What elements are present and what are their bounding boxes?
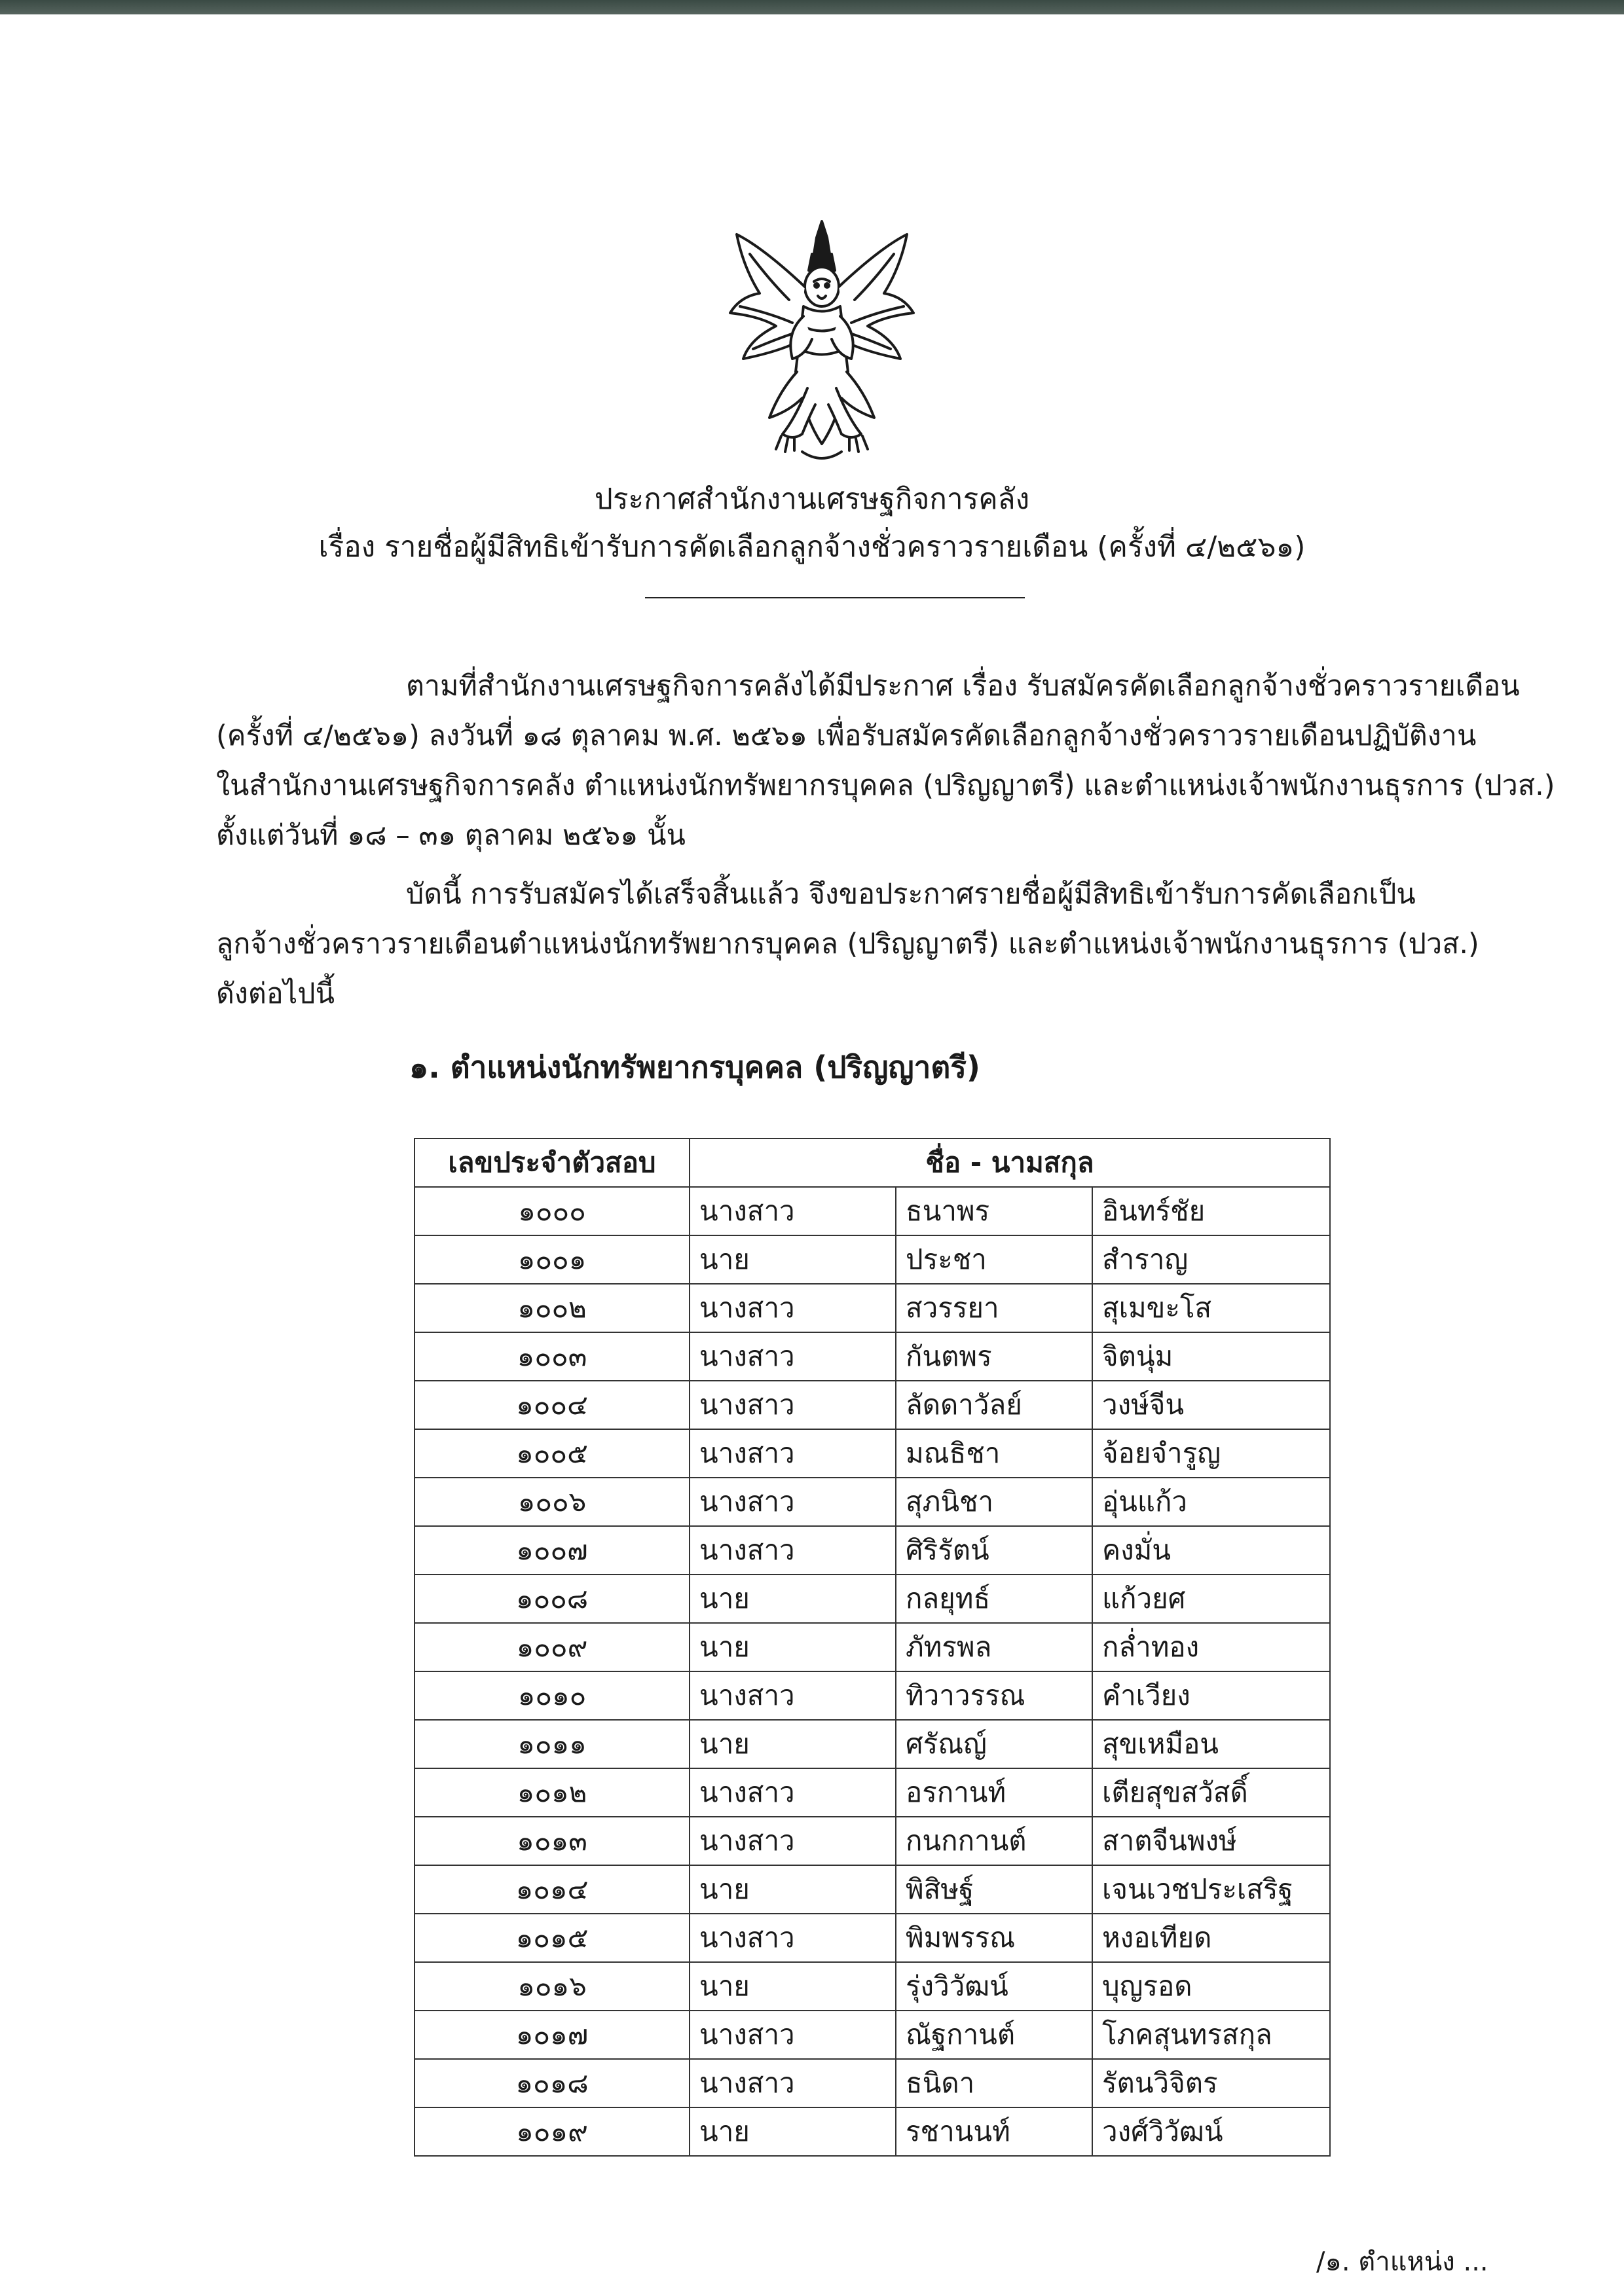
- first-name-cell: กันตพร: [896, 1332, 1092, 1381]
- table-row: [415, 1478, 1330, 1526]
- last-name-cell: รัตนวิจิตร: [1092, 2059, 1330, 2107]
- last-name-cell: บุญรอด: [1092, 1962, 1330, 2011]
- table-row: [415, 1575, 1330, 1623]
- section-heading: ๑. ตำแหน่งนักทรัพยากรบุคคล (ปริญญาตรี): [409, 1049, 980, 1085]
- header-exam-id: เลขประจำตัวสอบ: [415, 1139, 690, 1187]
- first-name-cell: ณัฐกานต์: [896, 2011, 1092, 2059]
- last-name-cell: วงศ์วิวัฒน์: [1092, 2107, 1330, 2156]
- first-name-cell: ศิริรัตน์: [896, 1526, 1092, 1575]
- table-row: [415, 2011, 1330, 2059]
- last-name-cell: วงษ์จีน: [1092, 1381, 1330, 1429]
- paragraph-line: ลูกจ้างชั่วคราวรายเดือนตำแหน่งนักทรัพยากรบุคคล (ปริญญาตรี) และตำแหน่งเจ้าพนักงานธุรการ (ปวส.): [216, 928, 1479, 960]
- table-row: [415, 1865, 1330, 1914]
- last-name-cell: กล่ำทอง: [1092, 1623, 1330, 1671]
- paragraph-line: ตามที่สำนักงานเศรษฐกิจการคลังได้มีประกาศ เรื่อง รับสมัครคัดเลือกลูกจ้างชั่วคราวรายเดือน: [406, 670, 1520, 702]
- last-name-cell: สุขเหมือน: [1092, 1720, 1330, 1768]
- garuda-emblem-icon: [724, 208, 920, 470]
- first-name-cell: ภัทรพล: [896, 1623, 1092, 1671]
- title-cell: นาย: [690, 1623, 896, 1671]
- title-divider: [645, 597, 1025, 598]
- first-name-cell: ธนาพร: [896, 1187, 1092, 1235]
- table-row: [415, 1768, 1330, 1817]
- exam-id-cell: ๑๐๐๑: [415, 1235, 690, 1284]
- title-cell: นาย: [690, 1720, 896, 1768]
- last-name-cell: สุเมขะโส: [1092, 1284, 1330, 1332]
- title-cell: นางสาว: [690, 1381, 896, 1429]
- table-row: [415, 1235, 1330, 1284]
- table-row: [415, 1526, 1330, 1575]
- exam-id-cell: ๑๐๐๘: [415, 1575, 690, 1623]
- title-cell: นางสาว: [690, 1914, 896, 1962]
- first-name-cell: ลัดดาวัลย์: [896, 1381, 1092, 1429]
- title-cell: นางสาว: [690, 1187, 896, 1235]
- title-cell: นางสาว: [690, 2059, 896, 2107]
- first-name-cell: ธนิดา: [896, 2059, 1092, 2107]
- table-header-row: [415, 1139, 1330, 1187]
- title-cell: นางสาว: [690, 1768, 896, 1817]
- title-cell: นาย: [690, 1865, 896, 1914]
- first-name-cell: รุ่งวิวัฒน์: [896, 1962, 1092, 2011]
- last-name-cell: สาตจีนพงษ์: [1092, 1817, 1330, 1865]
- exam-id-cell: ๑๐๑๓: [415, 1817, 690, 1865]
- title-cell: นาย: [690, 2107, 896, 2156]
- title-cell: นางสาว: [690, 1478, 896, 1526]
- title-cell: นางสาว: [690, 1526, 896, 1575]
- candidate-table: [414, 1138, 1331, 2157]
- first-name-cell: มณธิชา: [896, 1429, 1092, 1478]
- last-name-cell: หงอเทียด: [1092, 1914, 1330, 1962]
- exam-id-cell: ๑๐๐๒: [415, 1284, 690, 1332]
- last-name-cell: จิตนุ่ม: [1092, 1332, 1330, 1381]
- exam-id-cell: ๑๐๑๘: [415, 2059, 690, 2107]
- title-cell: นางสาว: [690, 2011, 896, 2059]
- first-name-cell: ประชา: [896, 1235, 1092, 1284]
- table-row: [415, 1284, 1330, 1332]
- table-row: [415, 2059, 1330, 2107]
- last-name-cell: สำราญ: [1092, 1235, 1330, 1284]
- exam-id-cell: ๑๐๐๔: [415, 1381, 690, 1429]
- last-name-cell: แก้วยศ: [1092, 1575, 1330, 1623]
- last-name-cell: เจนเวชประเสริฐ: [1092, 1865, 1330, 1914]
- first-name-cell: กนกกานต์: [896, 1817, 1092, 1865]
- exam-id-cell: ๑๐๑๗: [415, 2011, 690, 2059]
- exam-id-cell: ๑๐๑๐: [415, 1671, 690, 1720]
- title-cell: นางสาว: [690, 1284, 896, 1332]
- exam-id-cell: ๑๐๑๖: [415, 1962, 690, 2011]
- announcement-subject: เรื่อง รายชื่อผู้มีสิทธิเข้ารับการคัดเลือกลูกจ้างชั่วคราวรายเดือน (ครั้งที่ ๔/๒๕๖๑): [318, 530, 1306, 564]
- first-name-cell: พิมพรรณ: [896, 1914, 1092, 1962]
- paragraph-line: (ครั้งที่ ๔/๒๕๖๑) ลงวันที่ ๑๘ ตุลาคม พ.ศ. ๒๕๖๑ เพื่อรับสมัครคัดเลือกลูกจ้างชั่วคราวรายเดือนปฏิบัติงาน: [216, 720, 1477, 752]
- table-row: [415, 1381, 1330, 1429]
- paragraph-intro: [216, 661, 1555, 860]
- table-row: [415, 1332, 1330, 1381]
- last-name-cell: เตียสุขสวัสดิ์: [1092, 1768, 1330, 1817]
- paragraph-line: บัดนี้ การรับสมัครได้เสร็จสิ้นแล้ว จึงขอประกาศรายชื่อผู้มีสิทธิเข้ารับการคัดเลือกเป็น: [406, 878, 1416, 911]
- announcement-title: ประกาศสำนักงานเศรษฐกิจการคลัง: [594, 483, 1030, 516]
- paragraph-line: ดังต่อไปนี้: [216, 977, 335, 1010]
- title-cell: นาย: [690, 1235, 896, 1284]
- table-row: [415, 1914, 1330, 1962]
- first-name-cell: อรกานท์: [896, 1768, 1092, 1817]
- table-row: [415, 1671, 1330, 1720]
- table-row: [415, 1720, 1330, 1768]
- last-name-cell: จ้อยจำรูญ: [1092, 1429, 1330, 1478]
- first-name-cell: สุภนิชา: [896, 1478, 1092, 1526]
- title-cell: นางสาว: [690, 1817, 896, 1865]
- first-name-cell: สวรรยา: [896, 1284, 1092, 1332]
- table-row: [415, 1962, 1330, 2011]
- title-cell: นางสาว: [690, 1429, 896, 1478]
- last-name-cell: คงมั่น: [1092, 1526, 1330, 1575]
- exam-id-cell: ๑๐๑๒: [415, 1768, 690, 1817]
- last-name-cell: อินทร์ชัย: [1092, 1187, 1330, 1235]
- first-name-cell: กลยุทธ์: [896, 1575, 1092, 1623]
- table-row: [415, 2107, 1330, 2156]
- title-cell: นางสาว: [690, 1332, 896, 1381]
- last-name-cell: โภคสุนทรสกุล: [1092, 2011, 1330, 2059]
- paragraph-line: ตั้งแต่วันที่ ๑๘ – ๓๑ ตุลาคม ๒๕๖๑ นั้น: [216, 819, 686, 852]
- table-row: [415, 1623, 1330, 1671]
- title-cell: นาย: [690, 1575, 896, 1623]
- title-cell: นาย: [690, 1962, 896, 2011]
- table-row: [415, 1187, 1330, 1235]
- scan-edge: [0, 0, 1624, 14]
- last-name-cell: อุ่นแก้ว: [1092, 1478, 1330, 1526]
- exam-id-cell: ๑๐๑๑: [415, 1720, 690, 1768]
- last-name-cell: คำเวียง: [1092, 1671, 1330, 1720]
- paragraph-announcement: [216, 869, 1480, 1019]
- title-cell: นางสาว: [690, 1671, 896, 1720]
- exam-id-cell: ๑๐๐๗: [415, 1526, 690, 1575]
- exam-id-cell: ๑๐๐๕: [415, 1429, 690, 1478]
- exam-id-cell: ๑๐๐๙: [415, 1623, 690, 1671]
- exam-id-cell: ๑๐๐๐: [415, 1187, 690, 1235]
- table-row: [415, 1817, 1330, 1865]
- header-full-name: ชื่อ - นามสกุล: [690, 1139, 1330, 1187]
- paragraph-line: ในสำนักงานเศรษฐกิจการคลัง ตำแหน่งนักทรัพยากรบุคคล (ปริญญาตรี) และตำแหน่งเจ้าพนักงานธุรการ (ปวส.): [216, 769, 1555, 802]
- first-name-cell: ศรัณญ์: [896, 1720, 1092, 1768]
- first-name-cell: ทิวาวรรณ: [896, 1671, 1092, 1720]
- exam-id-cell: ๑๐๐๓: [415, 1332, 690, 1381]
- table-row: [415, 1429, 1330, 1478]
- exam-id-cell: ๑๐๐๖: [415, 1478, 690, 1526]
- first-name-cell: รชานนท์: [896, 2107, 1092, 2156]
- exam-id-cell: ๑๐๑๕: [415, 1914, 690, 1962]
- exam-id-cell: ๑๐๑๔: [415, 1865, 690, 1914]
- page-continuation: /๑. ตำแหน่ง ...: [1316, 2247, 1488, 2277]
- exam-id-cell: ๑๐๑๙: [415, 2107, 690, 2156]
- table-body: [415, 1187, 1330, 2156]
- first-name-cell: พิสิษฐ์: [896, 1865, 1092, 1914]
